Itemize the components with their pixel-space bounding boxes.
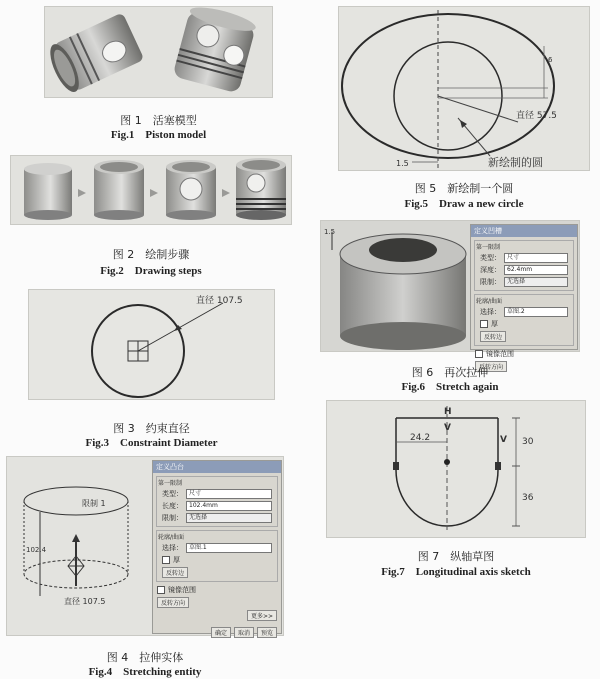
fig7-mark-v-right: V: [500, 435, 507, 445]
fig2-caption-en: Fig.2 Drawing steps: [100, 265, 202, 277]
profile-group: [156, 530, 278, 582]
select-field[interactable]: 草图.1: [186, 543, 272, 553]
reverse-direction-button[interactable]: 反转方向: [157, 597, 189, 608]
profile-group-label: 轮廓/曲面: [158, 534, 185, 541]
profile-group-label: 轮廓/曲面: [476, 298, 503, 305]
first-limit-group: [156, 476, 278, 527]
preview-button[interactable]: 预览: [257, 627, 277, 638]
limit-label: 限制：: [480, 278, 501, 286]
fig5-new-circle-label: 新绘制的圆: [488, 156, 543, 169]
pocket-definition-dialog: [470, 224, 578, 371]
profile-group: [474, 294, 574, 346]
fig6-caption-en: Fig.6 Stretch again: [401, 381, 499, 393]
select-field[interactable]: 草图.2: [504, 307, 568, 317]
type-select[interactable]: 尺寸: [504, 253, 568, 263]
stretching-entity-image: [6, 456, 284, 636]
fig5-dim-label: 直径 57.5: [516, 111, 557, 121]
depth-label: 深度：: [480, 266, 501, 274]
thick-checkbox[interactable]: [480, 320, 488, 328]
mirror-label: 镜像范围: [486, 350, 514, 358]
dialog-title: 定义凹槽: [471, 225, 577, 237]
fig1-caption-en: Fig.1 Piston model: [110, 129, 207, 141]
fig3-caption-en: Fig.3 Constraint Diameter: [85, 437, 218, 449]
reverse-side-button[interactable]: 反转边: [162, 567, 188, 578]
fig5-offset-label: 1.5: [396, 159, 409, 168]
piston-model-image: [44, 6, 273, 98]
constraint-diameter-sketch: [28, 289, 275, 400]
fig7-mark-h: H: [444, 407, 452, 417]
fig6-dim-label: 1.5: [324, 228, 336, 236]
fig2-caption-zh: 图 2 绘制步骤: [112, 248, 190, 261]
fig4-limit-label: 限制 1: [82, 499, 106, 508]
thick-label: 厚: [491, 320, 498, 328]
drawing-steps-image: [10, 155, 292, 225]
reverse-direction-button[interactable]: 反转方向: [475, 361, 507, 372]
fig5-caption-zh: 图 5 新绘制一个圆: [414, 182, 514, 195]
limit-label: 限制：: [162, 514, 183, 522]
cancel-button[interactable]: 取消: [234, 627, 254, 638]
longitudinal-axis-sketch: [326, 400, 586, 538]
mirror-checkbox[interactable]: [157, 586, 165, 594]
fig7-dim-right-bottom: 36: [522, 493, 534, 503]
ok-button[interactable]: 确定: [211, 627, 231, 638]
length-input[interactable]: 102.4mm: [186, 501, 272, 511]
fig7-mark-v-center: V: [444, 423, 451, 433]
fig4-height-label: 102.4: [26, 546, 47, 554]
fig7-dim-right-top: 30: [522, 437, 534, 447]
type-select[interactable]: 尺寸: [186, 489, 272, 499]
fig1-caption-zh: 图 1 活塞模型: [120, 114, 197, 127]
reverse-side-button[interactable]: 反转边: [480, 331, 506, 342]
new-circle-sketch: [338, 6, 590, 171]
fig6-caption-zh: 图 6 再次拉伸: [411, 366, 489, 379]
depth-input[interactable]: 62.4mm: [504, 265, 568, 275]
stretch-again-image: [320, 220, 580, 371]
pad-definition-dialog: [152, 460, 282, 637]
limit-field[interactable]: 无选择: [504, 277, 568, 287]
fig3-caption-zh: 图 3 约束直径: [113, 422, 190, 435]
fig5-top-label: 6: [548, 56, 553, 64]
more-button[interactable]: 更多>>: [247, 610, 277, 621]
mirror-checkbox[interactable]: [475, 350, 483, 358]
fig7-caption-zh: 图 7 纵轴草图: [417, 550, 495, 563]
fig4-caption-zh: 图 4 拉伸实体: [106, 651, 184, 664]
fig5-caption-en: Fig.5 Draw a new circle: [404, 198, 524, 210]
select-label: 选择：: [162, 544, 183, 552]
fig7-caption-en: Fig.7 Longitudinal axis sketch: [381, 566, 531, 578]
fig4-caption-en: Fig.4 Stretching entity: [88, 666, 202, 678]
fig3-dim-label: 直径 107.5: [196, 296, 243, 306]
length-label: 长度：: [162, 502, 183, 510]
mirror-label: 镜像范围: [168, 586, 196, 594]
limit-field[interactable]: 无选择: [186, 513, 272, 523]
select-label: 选择：: [480, 308, 501, 316]
first-limit-group: [474, 240, 574, 291]
first-limit-label: 第一限制: [476, 244, 501, 251]
dialog-title: 定义凸台: [153, 461, 281, 473]
fig7-dim-left: 24.2: [410, 433, 431, 443]
thick-label: 厚: [173, 556, 180, 564]
first-limit-label: 第一限制: [158, 480, 183, 487]
type-label: 类型：: [162, 490, 183, 498]
fig4-dim-label: 直径 107.5: [64, 597, 106, 606]
thick-checkbox[interactable]: [162, 556, 170, 564]
type-label: 类型：: [480, 254, 501, 262]
